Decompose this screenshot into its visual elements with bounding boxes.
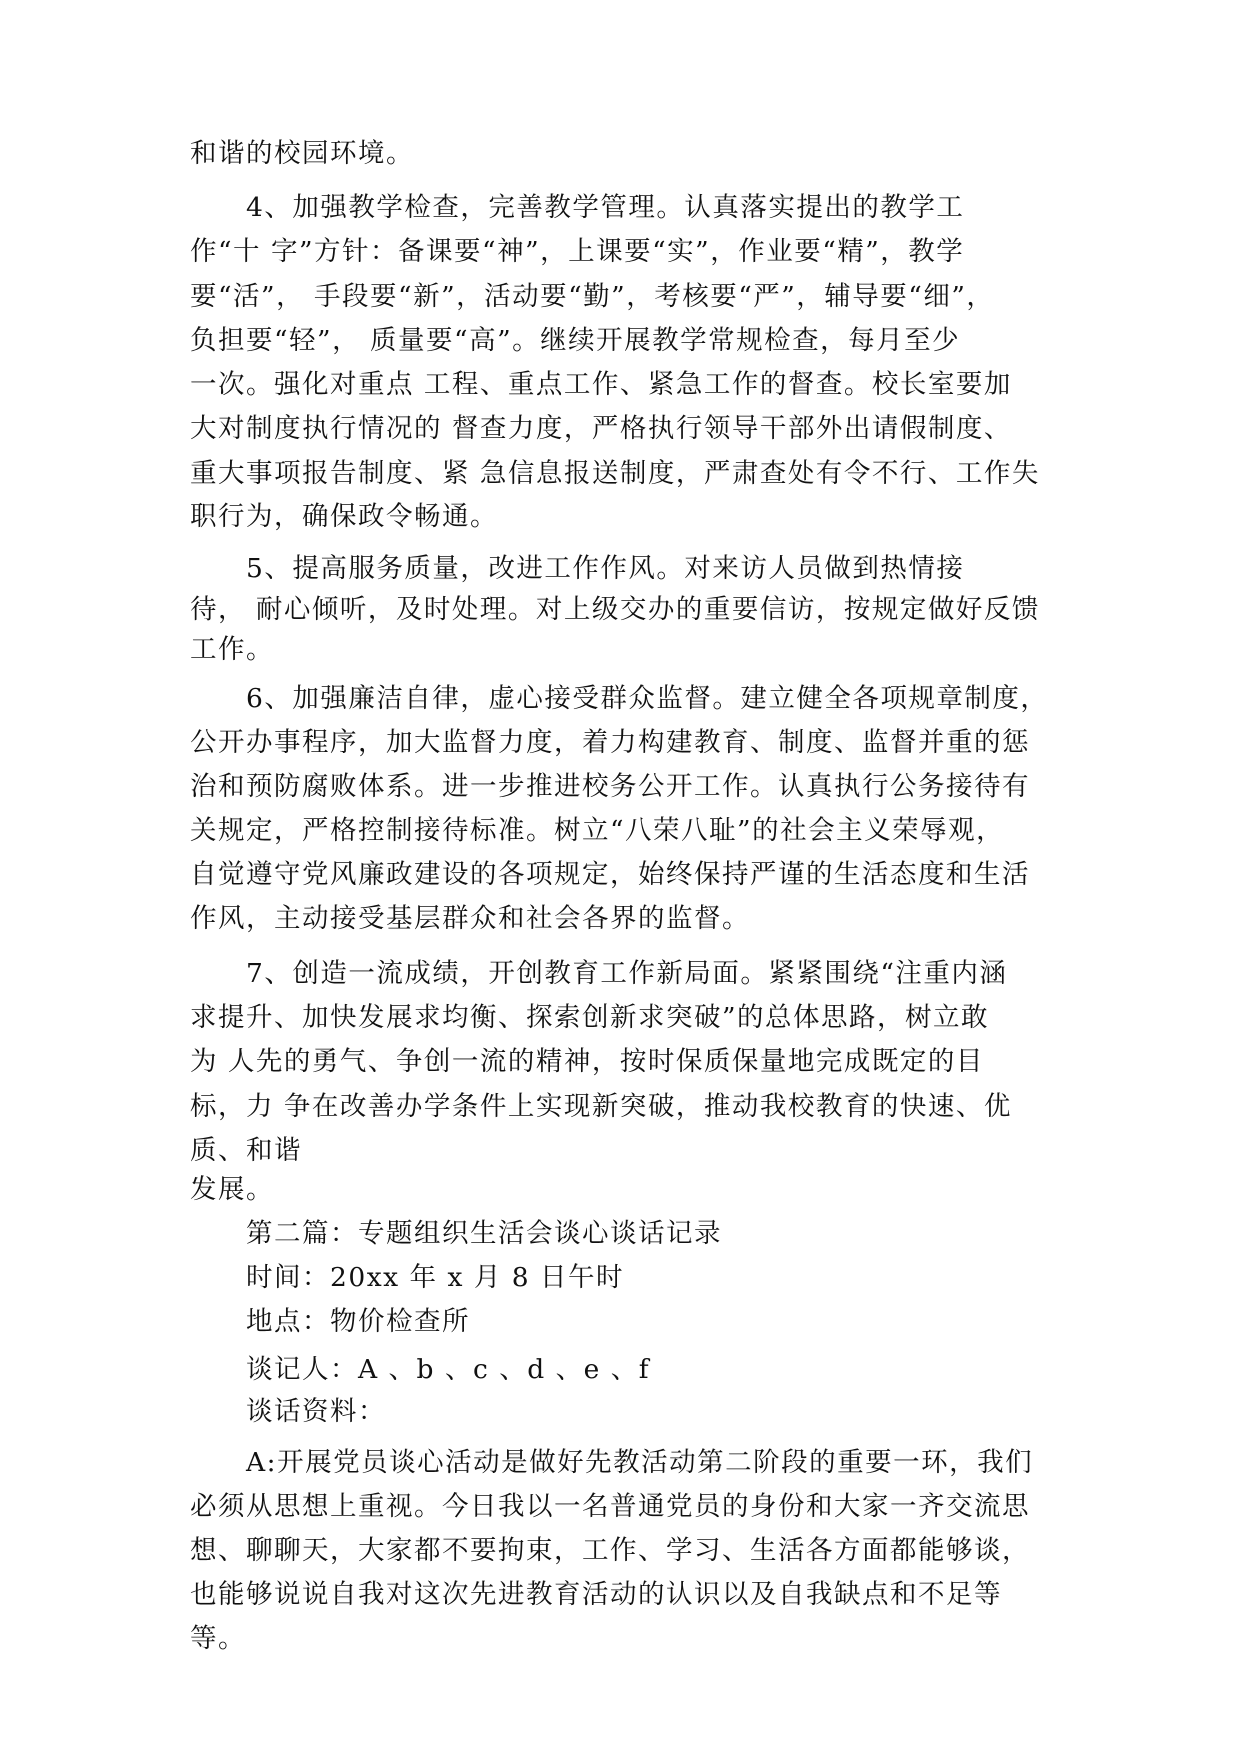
text-line: 重大事项报告制度、紧 急信息报送制度，严肃查处有令不行、工作失 bbox=[190, 458, 1040, 489]
text-line: 想、聊聊天，大家都不要拘束，工作、学习、生活各方面都能够谈， bbox=[190, 1535, 1030, 1566]
meta-participants: 谈记人：A 、b 、c 、d 、e 、f bbox=[246, 1354, 651, 1385]
text-line: 治和预防腐败体系。进一步推进校务公开工作。认真执行公务接待有 bbox=[190, 771, 1030, 802]
section-heading: 第二篇：专题组织生活会谈心谈话记录 bbox=[246, 1218, 722, 1249]
text-line: 一次。强化对重点 工程、重点工作、紧急工作的督查。校长室要加 bbox=[190, 369, 1012, 400]
text-line: 职行为，确保政令畅通。 bbox=[190, 501, 498, 532]
text-line: 作“十 字”方针：备课要“神”，上课要“实”，作业要“精”，教学 bbox=[190, 236, 965, 267]
text-line: A:开展党员谈心活动是做好先教活动第二阶段的重要一环，我们 bbox=[246, 1447, 1034, 1478]
text-line: 公开办事程序，加大监督力度，着力构建教育、制度、监督并重的惩 bbox=[190, 727, 1030, 758]
text-line: 工作。 bbox=[190, 634, 274, 665]
text-line: 必须从思想上重视。今日我以一名普通党员的身份和大家一齐交流思 bbox=[190, 1491, 1030, 1522]
text-line: 质、和谐 bbox=[190, 1135, 302, 1166]
text-line: 大对制度执行情况的 督查力度，严格执行领导干部外出请假制度、 bbox=[190, 413, 1012, 444]
text-line: 负担要“轻”， 质量要“高”。继续开展教学常规检查，每月至少 bbox=[190, 325, 961, 356]
text-line: 4、加强教学检查，完善教学管理。认真落实提出的教学工 bbox=[246, 192, 965, 223]
text-line: 也能够说说自我对这次先进教育活动的认识以及自我缺点和不足等 bbox=[190, 1579, 1002, 1610]
text-line: 5、提高服务质量，改进工作作风。对来访人员做到热情接 bbox=[246, 553, 965, 584]
text-line: 求提升、加快发展求均衡、探索创新求突破”的总体思路，树立敢 bbox=[190, 1002, 990, 1033]
text-line: 关规定，严格控制接待标准。树立“八荣八耻”的社会主义荣辱观， bbox=[190, 815, 1005, 846]
text-line: 6、加强廉洁自律，虚心接受群众监督。建立健全各项规章制度， bbox=[246, 683, 1049, 714]
text-line: 自觉遵守党风廉政建设的各项规定，始终保持严谨的生活态度和生活 bbox=[190, 859, 1030, 890]
text-line: 等。 bbox=[190, 1623, 246, 1654]
text-line: 待， 耐心倾听，及时处理。对上级交办的重要信访，按规定做好反馈 bbox=[190, 594, 1040, 625]
meta-time: 时间：20xx 年 x 月 8 日午时 bbox=[246, 1262, 625, 1293]
text-line: 作风，主动接受基层群众和社会各界的监督。 bbox=[190, 903, 750, 934]
text-line: 为 人先的勇气、争创一流的精神，按时保质保量地完成既定的目 bbox=[190, 1046, 984, 1077]
meta-content-label: 谈话资料： bbox=[246, 1396, 386, 1427]
text-line: 要“活”， 手段要“新”，活动要“勤”，考核要“严”，辅导要“细”， bbox=[190, 281, 995, 312]
text-line: 标，力 争在改善办学条件上实现新突破，推动我校教育的快速、优 bbox=[190, 1091, 1012, 1122]
text-line: 7、创造一流成绩，开创教育工作新局面。紧紧围绕“注重内涵 bbox=[246, 958, 1008, 989]
text-line: 和谐的校园环境。 bbox=[190, 138, 414, 169]
text-line: 发展。 bbox=[190, 1174, 274, 1205]
meta-location: 地点：物价检查所 bbox=[246, 1306, 470, 1337]
